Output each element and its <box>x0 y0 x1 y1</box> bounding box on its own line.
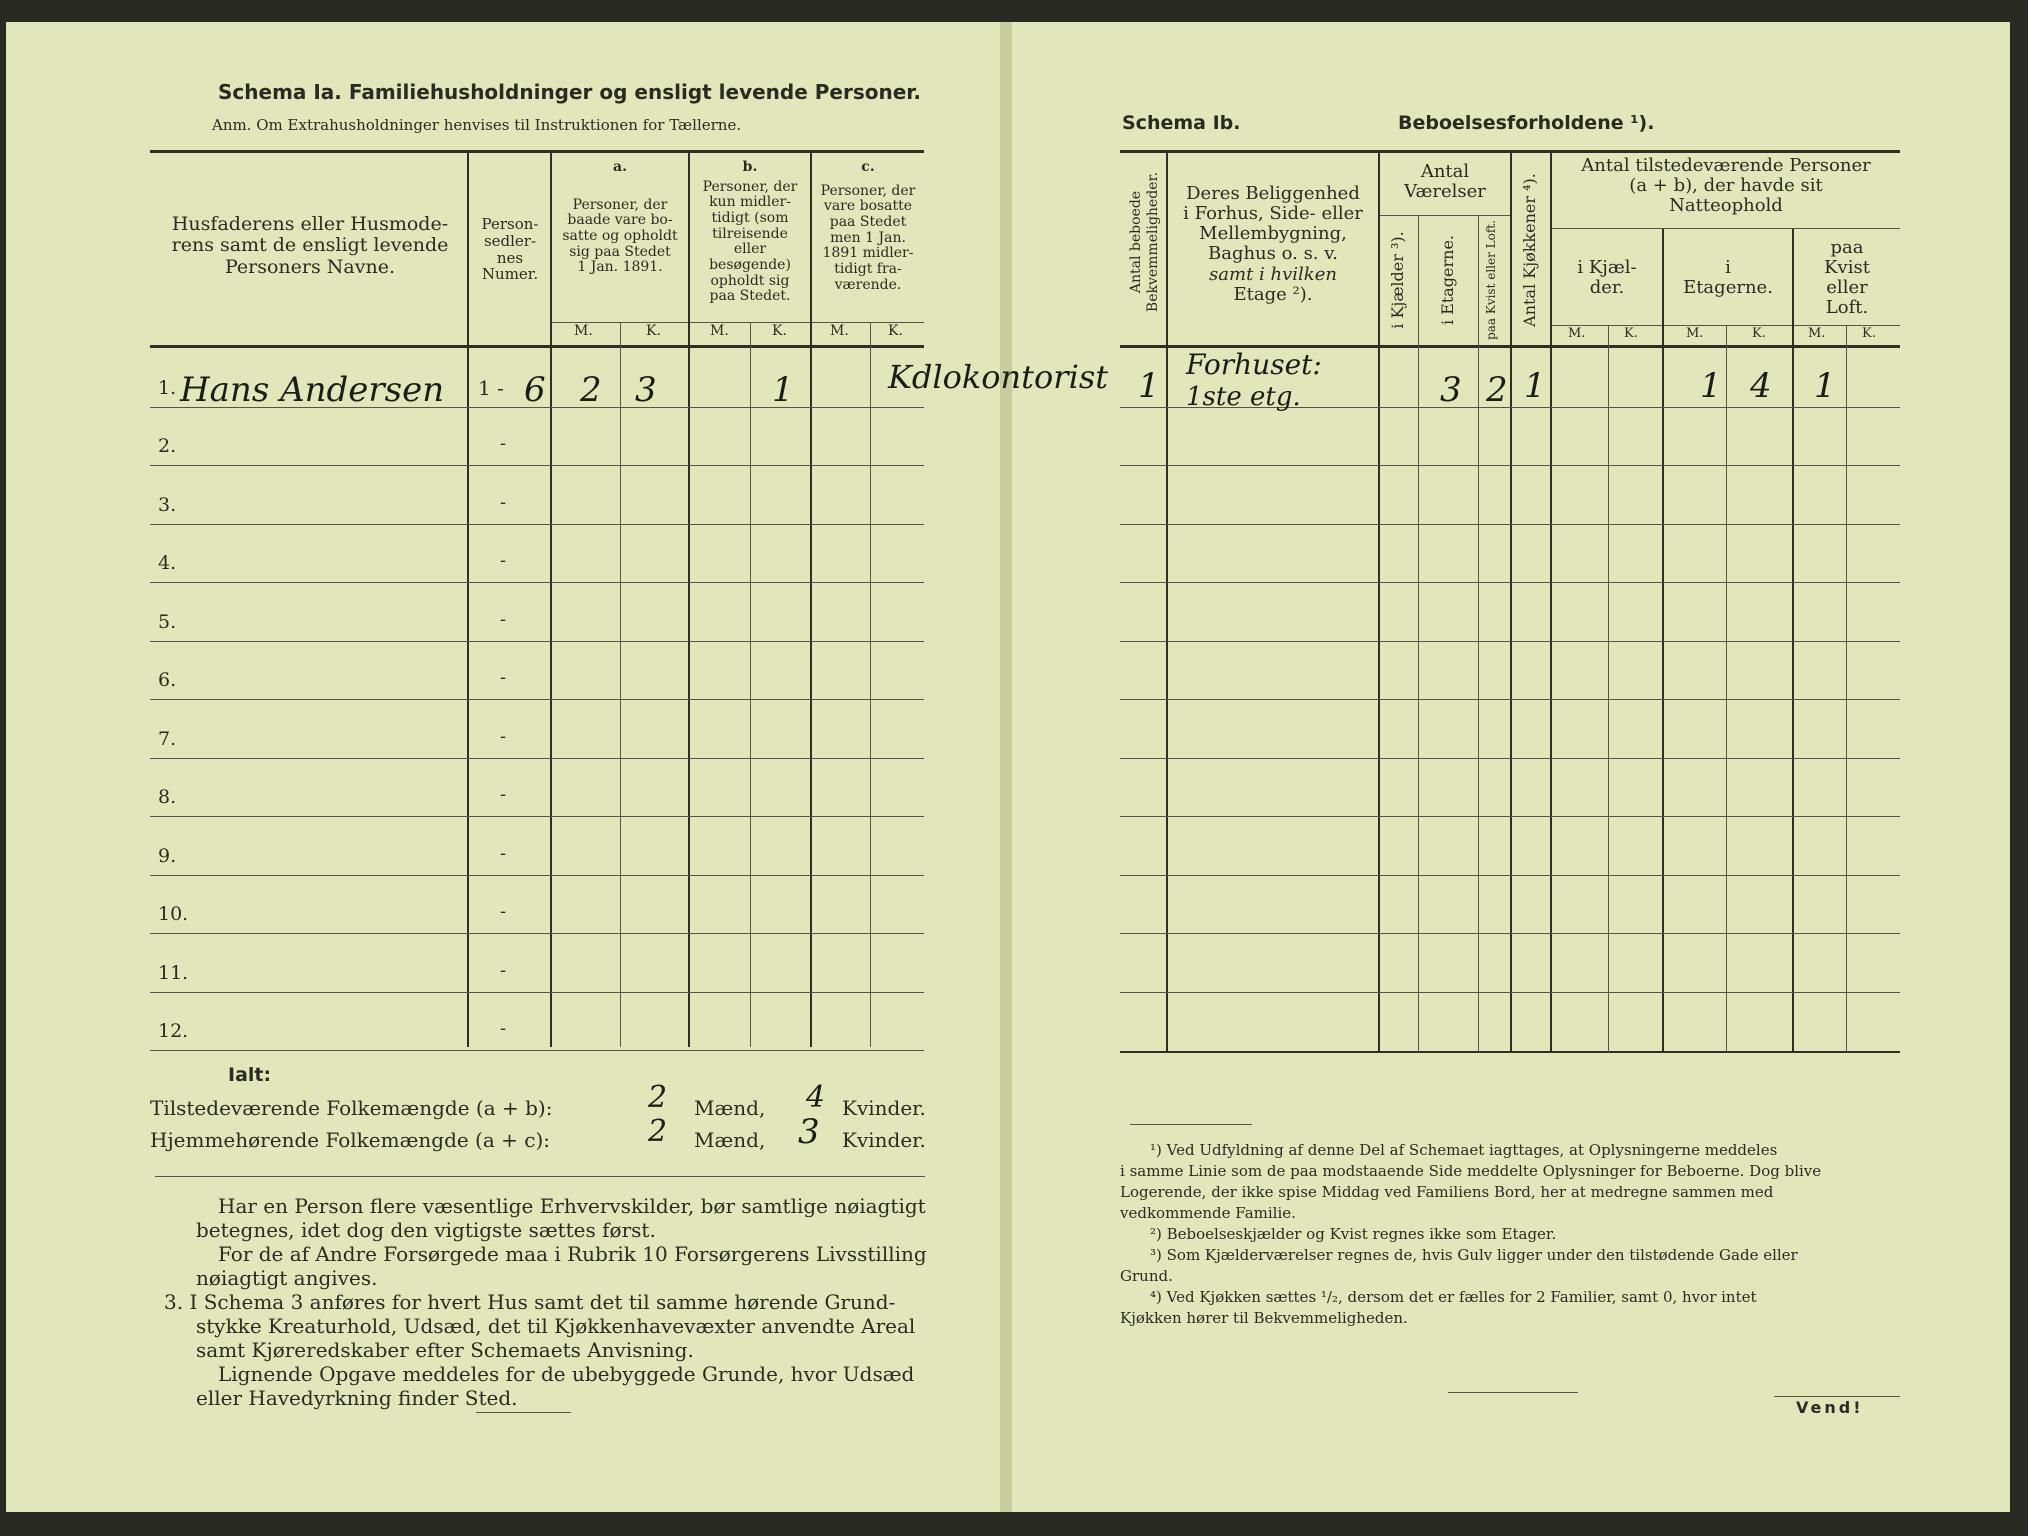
row1-a-k: 3 <box>635 370 657 410</box>
tilst-maend: Mænd, <box>694 1096 766 1120</box>
row-number: 5. <box>158 611 177 633</box>
tilst-label: Tilstedeværende Folkemængde (a + b): <box>150 1096 553 1120</box>
footnote-line: i samme Linie som de paa modstaaende Side meddelte Oplysninger for Beboerne. Dog blive <box>1120 1162 1822 1180</box>
tilst-kvinder: Kvinder. <box>842 1096 926 1120</box>
footnote-line: ³) Som Kjælderværelser regnes de, hvis Gulv ligger under den tilstødende Gade eller <box>1150 1246 1798 1264</box>
v-kvist-header: paa Kvist eller Loft. <box>1484 220 1498 340</box>
instr-line-2: betegnes, idet dog den vigtigste sættes først. <box>196 1218 656 1242</box>
r-row1-kjokken: 1 <box>1524 366 1546 406</box>
row-rule <box>150 524 924 525</box>
r-row-rule <box>1120 992 1900 993</box>
instr-line-1: Har en Person flere væsentlige Erhvervskilder, bør samtlige nøiagtigt <box>218 1194 926 1218</box>
r-mk-1: M. <box>1568 326 1586 341</box>
row-rule <box>150 699 924 700</box>
p-kvist-header: paa Kvist eller Loft. <box>1824 237 1870 319</box>
row-rule <box>150 465 924 466</box>
row-num-dash: - <box>500 609 507 630</box>
b-m-label: M. <box>710 323 729 339</box>
persons-header: Antal tilstedeværende Personer (a + b), der havde sit Natteophold <box>1581 155 1871 217</box>
num-header: Person- sedler- nes Numer. <box>481 215 539 284</box>
r-row1-belig-2: 1ste etg. <box>1186 382 1301 412</box>
col-a-header: a. Personer, der baade vare bo- satte og opholdt sig paa Stedet 1 Jan. 1891. <box>562 159 678 276</box>
row-num-dash: - <box>500 433 507 454</box>
row-rule <box>150 875 924 876</box>
instr-line-9: eller Havedyrkning finder Sted. <box>196 1386 518 1410</box>
row-rule <box>150 933 924 934</box>
row-number: 12. <box>158 1020 189 1042</box>
instr-line-5: 3. I Schema 3 anføres for hvert Hus samt det til samme hørende Grund- <box>164 1290 896 1314</box>
schema-1b-title: Schema Ib. <box>1122 112 1241 134</box>
row-number: 8. <box>158 786 177 808</box>
row-number: 10. <box>158 903 189 925</box>
c-m-label: M. <box>830 323 849 339</box>
book-spine <box>1000 22 1012 1512</box>
vend-label: Vend! <box>1796 1398 1864 1417</box>
hjem-label: Hjemmehørende Folkemængde (a + c): <box>150 1128 550 1152</box>
r-row-rule <box>1120 699 1900 700</box>
row-number: 9. <box>158 845 177 867</box>
b-k-label: K. <box>772 323 787 339</box>
r-row-rule <box>1120 582 1900 583</box>
col-line-a <box>550 152 552 1047</box>
row-number: 11. <box>158 962 189 984</box>
c-k-label: K. <box>888 323 903 339</box>
r-row1-bekv: 1 <box>1138 366 1160 406</box>
instr-line-6: stykke Kreaturhold, Udsæd, det til Kjøkkenhavevæxter anvendte Areal <box>196 1314 916 1338</box>
hjem-k: 3 <box>798 1112 820 1152</box>
p-etagerne-header: i Etagerne. <box>1683 257 1773 299</box>
row1-occupation: Kdlokontorist <box>888 358 1109 396</box>
v-kjaelder-header: i Kjælder ³). <box>1388 231 1407 329</box>
row-num-dash: - <box>500 726 507 747</box>
col-b-header: b. Personer, der kun midler- tidigt (som tilreisende eller besøgende) opholdt sig paa Stedet. <box>702 159 798 305</box>
instr-line-8: Lignende Opgave meddeles for de ubebyggede Grunde, hvor Udsæd <box>218 1362 915 1386</box>
instr-line-4: nøiagtigt angives. <box>196 1266 378 1290</box>
r-row-rule <box>1120 758 1900 759</box>
footnote-line: ⁴) Ved Kjøkken sættes ¹/₂, dersom det er fælles for 2 Familier, samt 0, hvor intet <box>1150 1288 1757 1306</box>
beboelse-title: Beboelsesforholdene ¹). <box>1398 112 1655 134</box>
r-mk-5: M. <box>1808 326 1826 341</box>
row-num-dash: - <box>500 550 507 571</box>
r-row1-belig-1: Forhuset: <box>1186 348 1322 381</box>
row-num-dash: - <box>500 667 507 688</box>
r-row-rule <box>1120 933 1900 934</box>
r-row-rule <box>1120 875 1900 876</box>
tilst-k: 4 <box>806 1080 826 1115</box>
col-line-num <box>467 152 469 1047</box>
row-num-dash: - <box>500 843 507 864</box>
a-k-label: K. <box>646 323 661 339</box>
table-top-rule <box>150 150 924 153</box>
row-number: 4. <box>158 552 177 574</box>
footnote-line: vedkommende Familie. <box>1120 1204 1296 1222</box>
row-rule <box>150 992 924 993</box>
hjem-m: 2 <box>648 1114 668 1149</box>
r-row-rule <box>1120 816 1900 817</box>
row-number: 2. <box>158 435 177 457</box>
r-row-rule <box>1120 465 1900 466</box>
r-row1-kvist-m: 1 <box>1814 366 1836 406</box>
footnote-line: Kjøkken hører til Bekvemmeligheden. <box>1120 1309 1408 1327</box>
names-header: Husfaderens eller Husmode- rens samt de ensligt levende Personers Navne. <box>171 213 449 278</box>
tilst-m: 2 <box>648 1080 668 1115</box>
instr-line-7: samt Kjøreredskaber efter Schemaets Anvisning. <box>196 1338 694 1362</box>
row-num-dash: - <box>500 784 507 805</box>
footnote-line: Grund. <box>1120 1267 1173 1285</box>
row-rule <box>150 582 924 583</box>
row1-b-k: 1 <box>772 370 794 410</box>
r-mk-4: K. <box>1752 326 1766 341</box>
row-num-dash: - <box>500 960 507 981</box>
row-number: 6. <box>158 669 177 691</box>
mk-rule <box>550 322 924 323</box>
row-num-dash: - <box>500 492 507 513</box>
v-etagerne-header: i Etagerne. <box>1438 234 1457 326</box>
r-row1-v-kvist: 2 <box>1486 370 1508 410</box>
ialt-label: Ialt: <box>228 1064 272 1086</box>
r-row1-v-etagerne: 3 <box>1440 370 1462 410</box>
vaerelser-header: Antal Værelser <box>1404 161 1486 203</box>
r-row1-et-k: 4 <box>1750 366 1772 406</box>
r-mk-3: M. <box>1686 326 1704 341</box>
row-num-dash: - <box>500 1018 507 1039</box>
anm-note: Anm. Om Extrahusholdninger henvises til Instruktionen for Tællerne. <box>212 116 742 134</box>
row1-name: Hans Andersen <box>180 370 445 410</box>
a-m-label: M. <box>574 323 593 339</box>
r-row-rule <box>1120 524 1900 525</box>
p-kjaelder-header: i Kjæl- der. <box>1577 257 1637 299</box>
row1-a-m: 2 <box>580 370 602 410</box>
table-header-rule <box>150 345 924 348</box>
r-mk-6: K. <box>1862 326 1876 341</box>
col-c-header: c. Personer, der vare bosatte paa Stedet men 1 Jan. 1891 midler- tidigt fra- værende. <box>820 159 916 293</box>
row-rule <box>150 641 924 642</box>
row-number: 3. <box>158 494 177 516</box>
row1-num: 6 <box>524 370 546 410</box>
row-rule <box>150 758 924 759</box>
footnote-line: ¹) Ved Udfyldning af denne Del af Schemaet iagttages, at Oplysningerne meddeles <box>1150 1141 1778 1159</box>
r-mk-2: K. <box>1624 326 1638 341</box>
row-number: 7. <box>158 728 177 750</box>
hjem-maend: Mænd, <box>694 1128 766 1152</box>
footnote-line: ²) Beboelseskjælder og Kvist regnes ikke som Etager. <box>1150 1225 1557 1243</box>
row-num-dash: - <box>500 901 507 922</box>
r-row-rule <box>1120 641 1900 642</box>
r-row1-et-m: 1 <box>1700 366 1722 406</box>
bekv-header: Antal beboede Bekvemmeligheder. <box>1128 171 1161 313</box>
row-rule <box>150 816 924 817</box>
row-number: 1. <box>158 377 177 399</box>
row-rule <box>150 1050 924 1051</box>
beliggenhed-header: Deres Beliggenhed i Forhus, Side- eller Mellembygning, Baghus o. s. v. samt i hvilken Etage ²). <box>1183 183 1363 305</box>
row1-num-prefix: 1 - <box>478 376 504 400</box>
schema-1a-title: Schema Ia. Familiehusholdninger og ensligt levende Personer. <box>218 80 921 104</box>
footnote-line: Logerende, der ikke spise Middag ved Familiens Bord, her at medregne sammen med <box>1120 1183 1774 1201</box>
kjokkener-header: Antal Kjøkkener ⁴). <box>1520 173 1539 327</box>
instr-line-3: For de af Andre Forsørgede maa i Rubrik 10 Forsørgerens Livsstilling <box>218 1242 927 1266</box>
hjem-kvinder: Kvinder. <box>842 1128 926 1152</box>
